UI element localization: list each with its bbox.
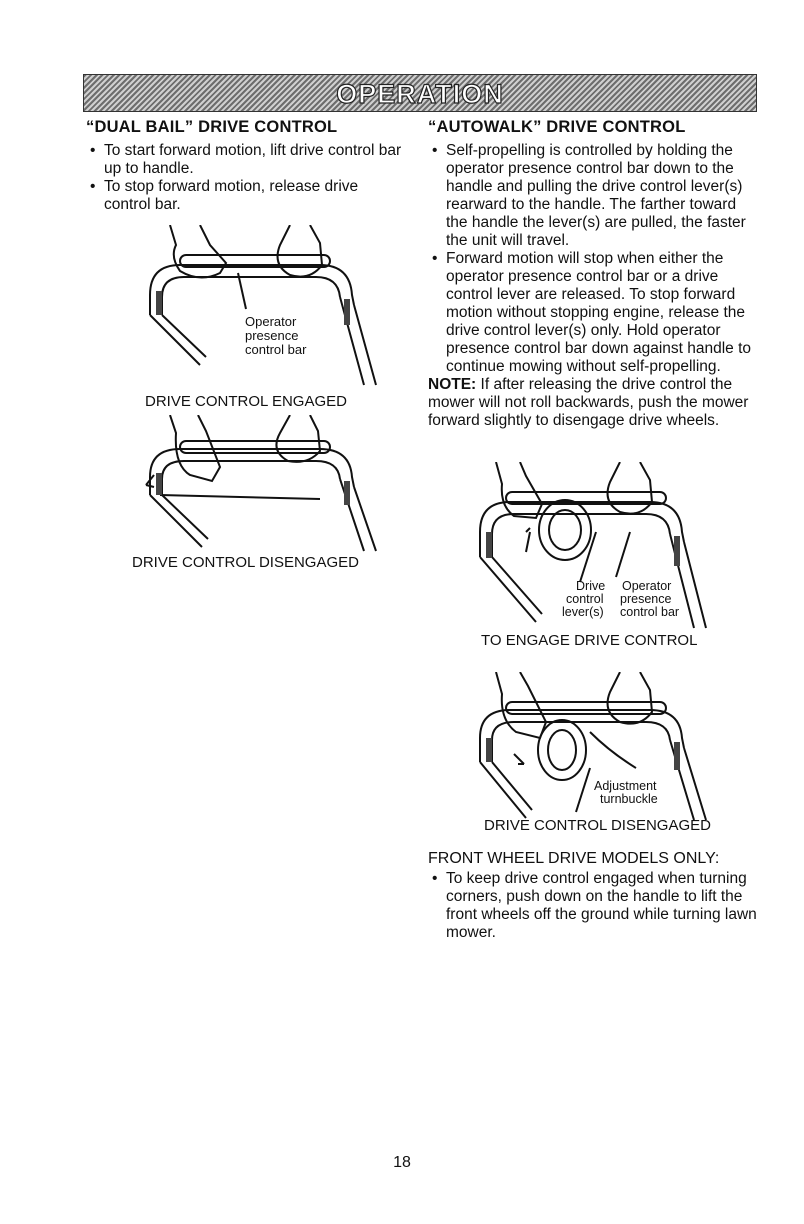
callout-line: turnbuckle: [600, 792, 658, 806]
note-paragraph: [428, 376, 760, 430]
list-item: • To stop forward motion, release drive control bar.: [86, 178, 406, 214]
operator-presence-callout: [245, 315, 306, 357]
list-item: • To keep drive control engaged when turning corners, push down on the handle to lift the front wheels off the ground while turning lawn mower.: [428, 870, 760, 942]
note-label: NOTE:: [428, 376, 477, 393]
list-item: • Self-propelling is controlled by holding the operator presence control bar down to the handle and pulling the drive control lever(s) rearward to the handle. The farther toward the handle the lever(s) are pulled, the faster the unit will travel.: [428, 142, 760, 250]
callout-line: lever(s): [562, 605, 604, 619]
drive-lever-callout: [562, 580, 605, 619]
drive-engaged-illustration: [140, 225, 380, 390]
autowalk-list: [428, 142, 760, 376]
callout-line: presence: [620, 592, 672, 606]
callout-line: Drive: [576, 579, 606, 593]
left-column: [86, 118, 406, 214]
front-wheel-section: [428, 850, 760, 942]
turnbuckle-illustration: [470, 672, 710, 822]
fig3-caption: TO ENGAGE DRIVE CONTROL: [481, 632, 698, 649]
list-item: • To start forward motion, lift drive control bar up to handle.: [86, 142, 406, 178]
callout-line: control bar: [245, 342, 307, 357]
dual-bail-heading: “DUAL BAIL” DRIVE CONTROL: [86, 118, 338, 136]
callout-line: Adjustment: [594, 779, 657, 793]
autowalk-heading: “AUTOWALK” DRIVE CONTROL: [428, 118, 686, 136]
section-title: OPERATION: [336, 79, 504, 109]
fig1-caption: DRIVE CONTROL ENGAGED: [145, 393, 347, 410]
callout-line: Operator: [622, 579, 672, 593]
callout-line: Operator: [245, 314, 297, 329]
turnbuckle-callout: [594, 780, 658, 806]
list-item: • Forward motion will stop when either the operator presence control bar or a drive control lever are released. To stop forward motion without stopping engine, release the drive control lever(s) only. Hold operator presence control bar down against handle to continue mowing without self-propelling.: [428, 250, 760, 376]
dual-bail-list: [86, 142, 406, 214]
front-wheel-list: [428, 870, 760, 942]
page-number: 18: [393, 1154, 411, 1171]
section-banner: [83, 74, 757, 112]
callout-line: control: [566, 592, 604, 606]
callout-line: presence: [245, 328, 299, 343]
note-text: If after releasing the drive control the mower will not roll backwards, push the mower forward slightly to disengage drive wheels.: [428, 376, 749, 429]
drive-disengaged-illustration: [140, 415, 380, 555]
operator-presence-callout: [620, 580, 679, 619]
right-column: [428, 118, 760, 430]
callout-line: control bar: [620, 605, 680, 619]
fig2-caption: DRIVE CONTROL DISENGAGED: [132, 554, 359, 571]
fig4-caption: DRIVE CONTROL DISENGAGED: [484, 817, 711, 834]
front-wheel-heading: FRONT WHEEL DRIVE MODELS ONLY:: [428, 850, 720, 867]
